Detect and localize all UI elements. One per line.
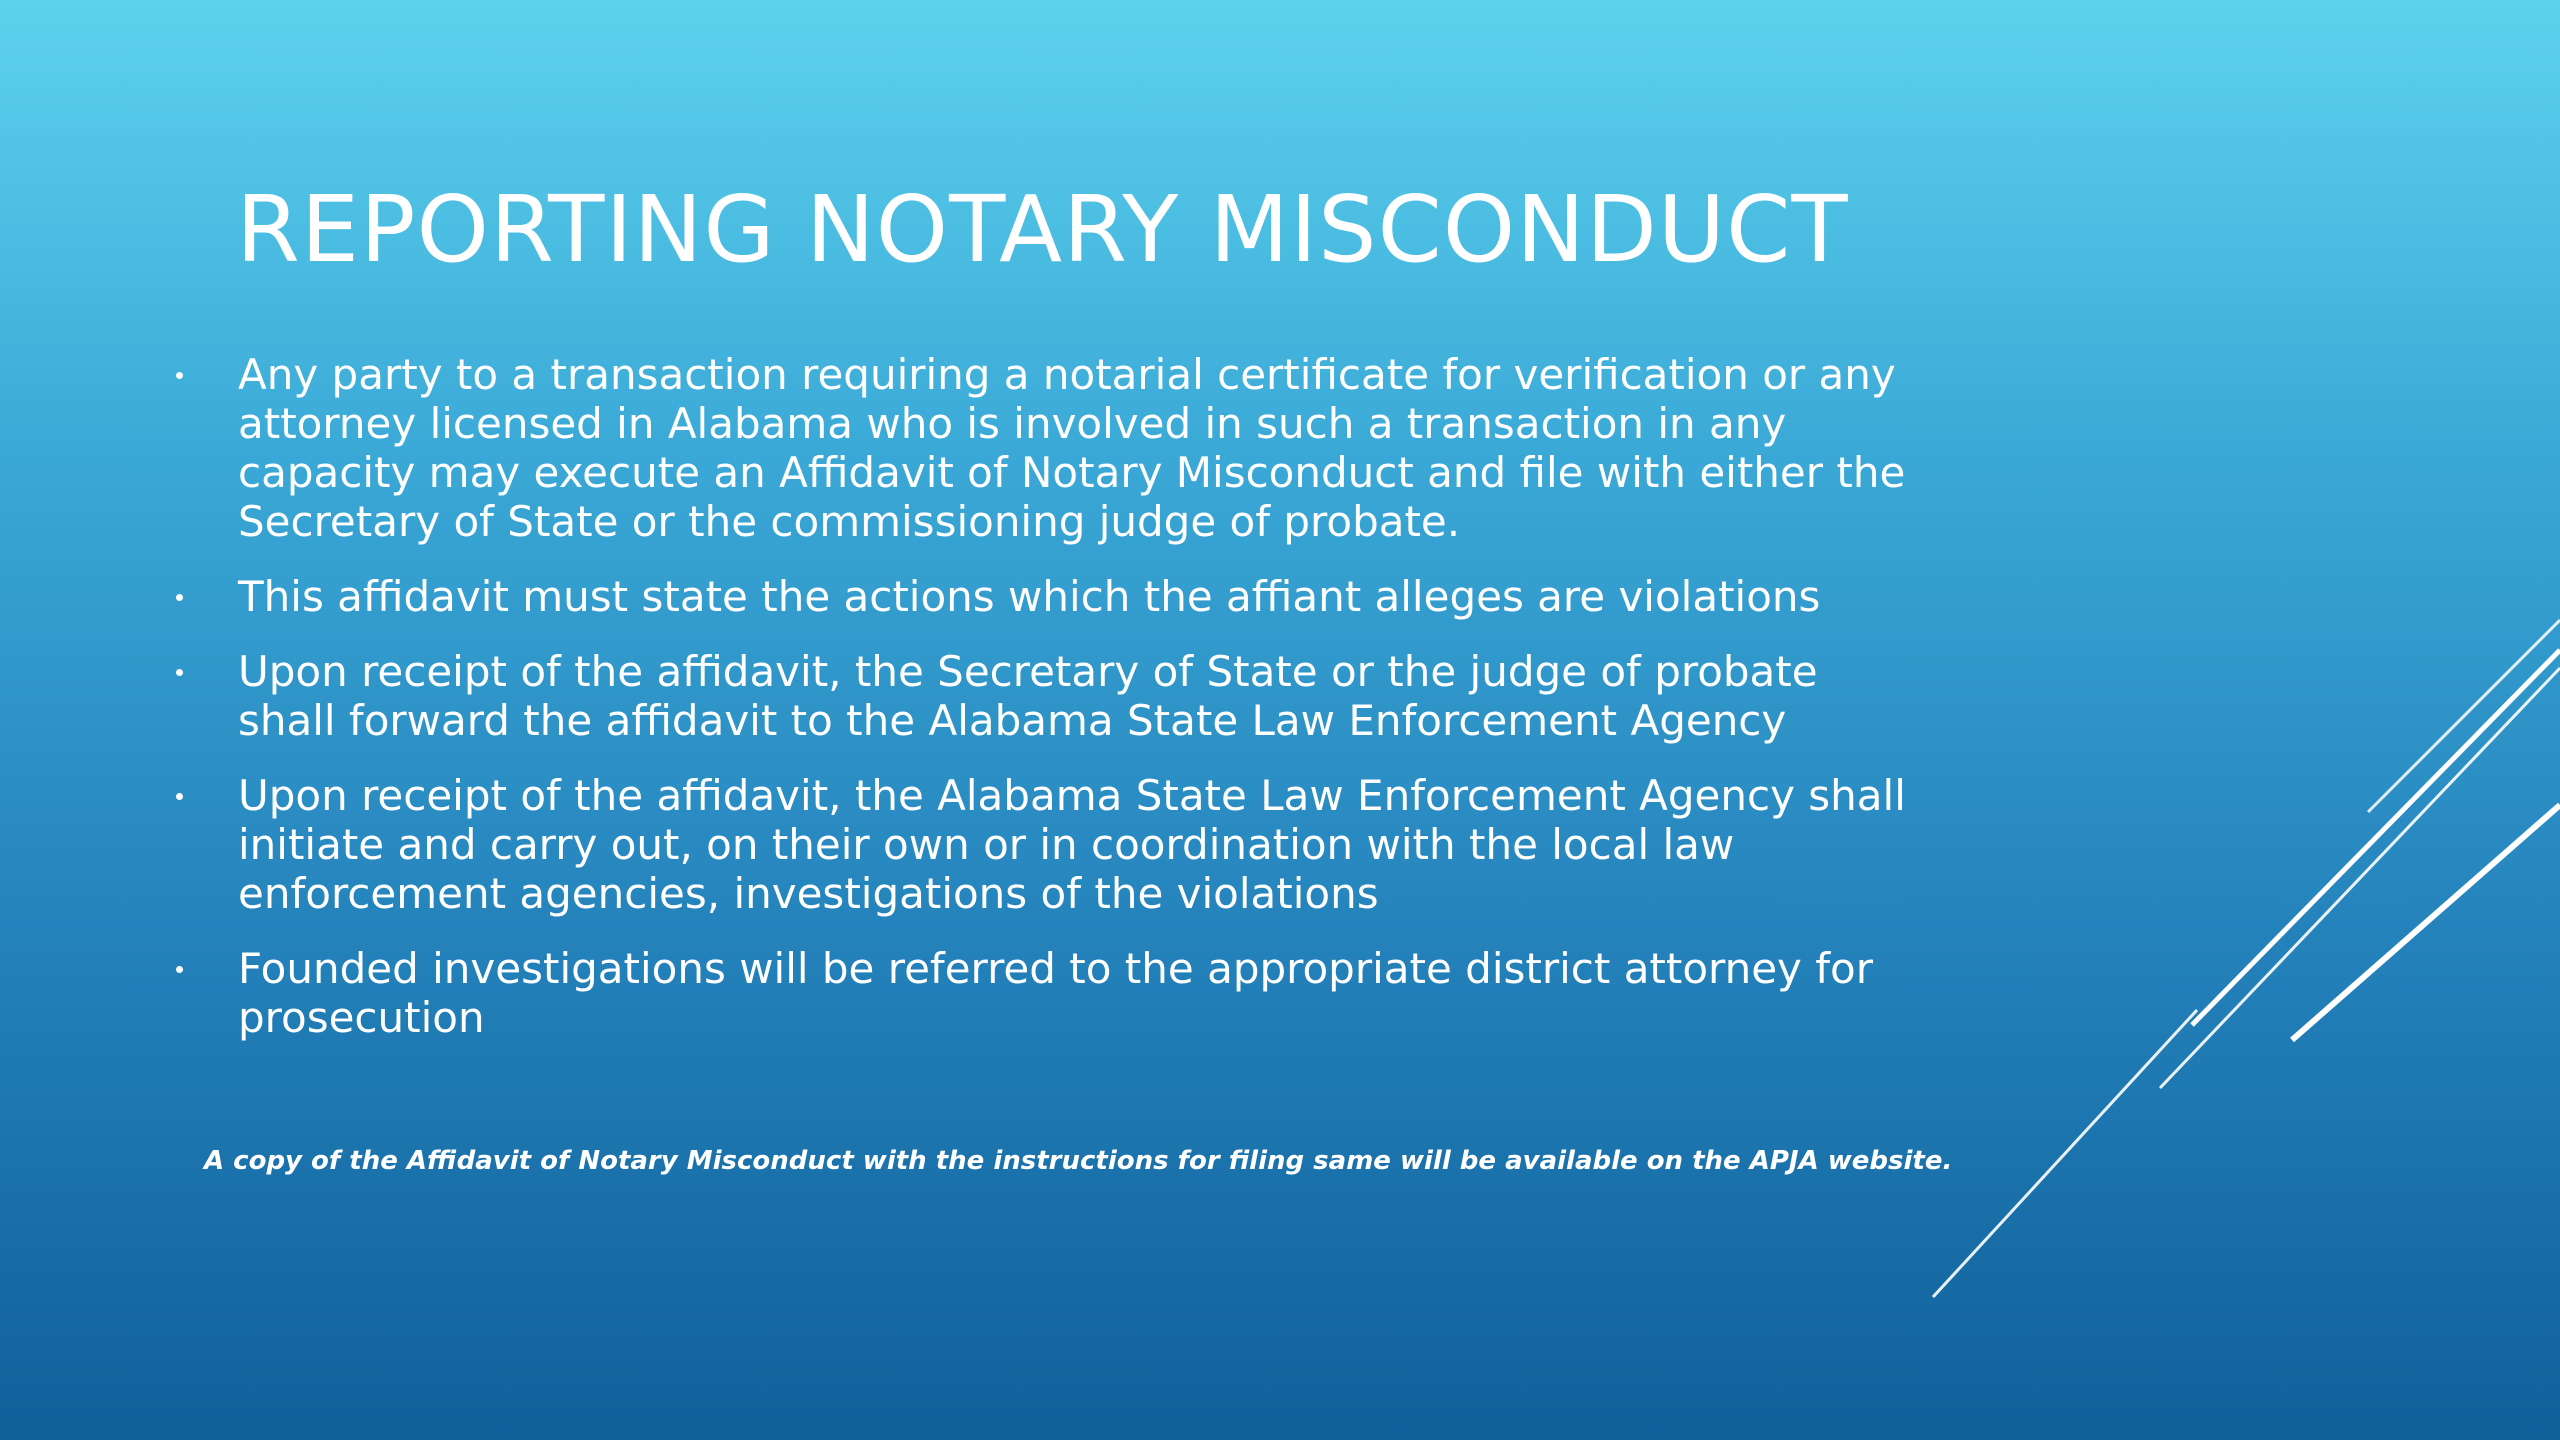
bullet-text: Upon receipt of the affidavit, the Secretary of State or the judge of probate shall forward the affidavit to the Alabama State Law Enforcement Agency <box>238 647 1818 745</box>
bullet-text: This affidavit must state the actions which the affiant alleges are violations <box>238 572 1821 621</box>
deco-line <box>2160 668 2560 1088</box>
slide-title: REPORTING NOTARY MISCONDUCT <box>236 176 1849 283</box>
deco-line <box>1933 1010 2197 1297</box>
deco-line <box>2368 620 2560 812</box>
footnote: A copy of the Affidavit of Notary Misconduct with the instructions for filing same will be available on the APJA website. <box>204 1146 1953 1176</box>
deco-line <box>2292 805 2560 1040</box>
bullet-text: Any party to a transaction requiring a notarial certificate for verification or any attorney licensed in Alabama who is involved in such a transaction in any capacity may execute an Affidavit of Notary Misconduct and file with either the Secretary of State or the commissioning judge of probate. <box>238 350 1906 546</box>
bullet-text: Founded investigations will be referred to the appropriate district attorney for prosecution <box>238 944 1874 1042</box>
bullet-text: Upon receipt of the affidavit, the Alabama State Law Enforcement Agency shall initiate and carry out, on their own or in coordination with the local law enforcement agencies, investigations of the violations <box>238 771 1906 918</box>
